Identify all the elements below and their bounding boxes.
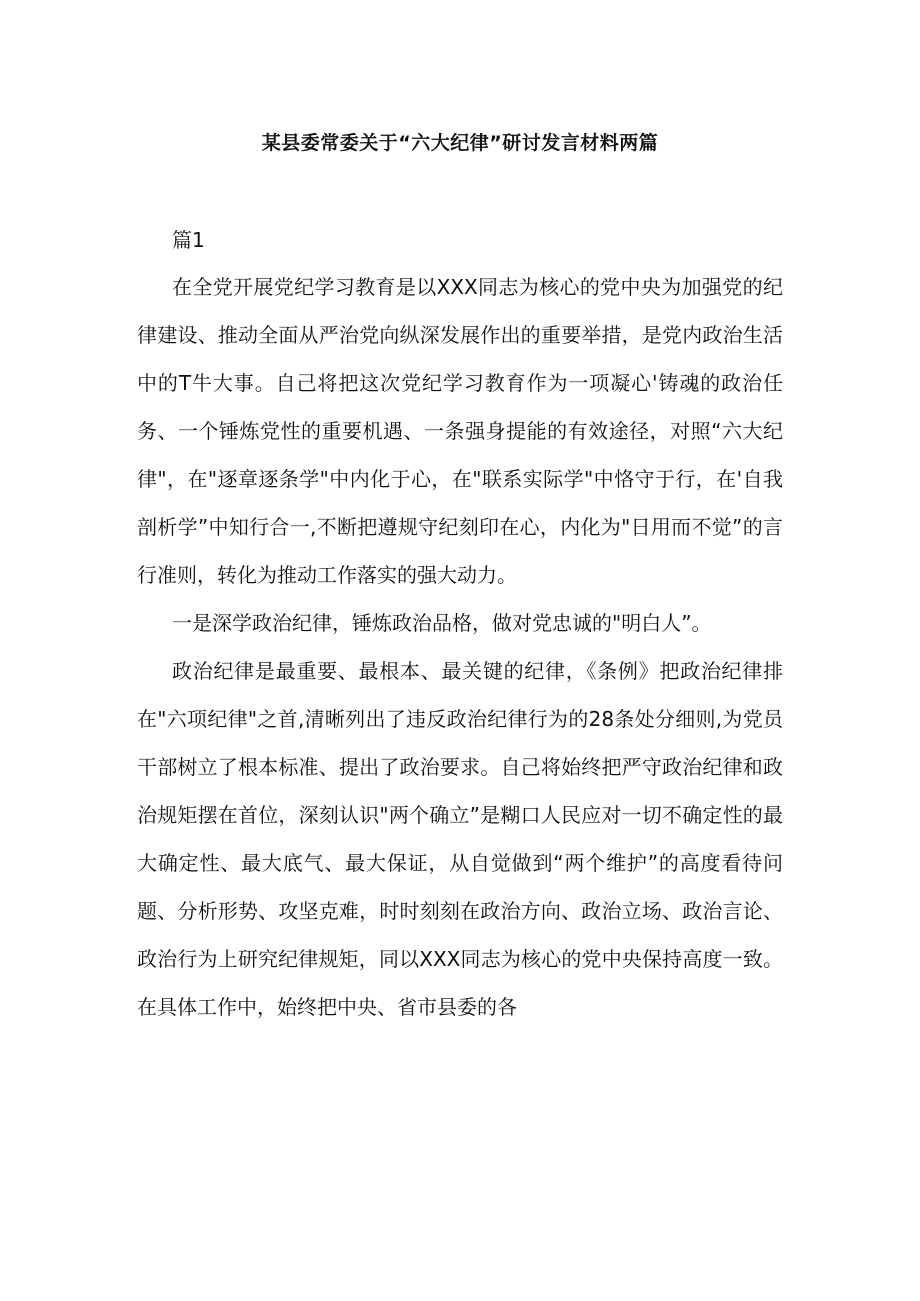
paragraph: 在全党开展党纪学习教育是以XXX同志为核心的党中央为加强党的纪律建设、推动全面从严治党向纵深发展作出的重要举措，是党内政治生活中的T牛大事。自己将把这次党纪学习教育作为一项凝心'铸魂的政治任务、一个锤炼党性的重要机遇、一条强身提能的有效途径，对照“六大纪律"，在"逐章逐条学"中内化于心，在"联系实际学"中恪守于行，在'自我剖析学”中知行合一,不断把遵规守纪刻印在心，内化为"日用而不觉”的言行准则，转化为推动工作落实的强大动力。 xyxy=(137,275,783,587)
paragraph: 一是深学政治纪律，锤炼政治品格，做对党忠诚的"明白人”。 xyxy=(172,611,712,635)
section-label: 篇1 xyxy=(172,228,205,252)
document-body xyxy=(137,263,783,1031)
document-title: 某县委常委关于“六大纪律”研讨发言材料两篇 xyxy=(261,132,659,154)
paragraph: 政治纪律是最重要、最根本、最关键的纪律，《条例》把政治纪律排在"六项纪律"之首,清晰列出了违反政治纪律行为的28条处分细则,为党员干部树立了根本标准、提出了政治要求。自己将始终把严守政治纪律和政治规矩摆在首位，深刻认识"两个确立”是糊口人民应对一切不确定性的最大确定性、最大底气、最大保证，从自觉做到“两个维护”的高度看待问题、分析形势、攻坚克难，时时刻刻在政治方向、政治立场、政治言论、政治行为上研究纪律规矩，同以XXX同志为核心的党中央保持高度一致。在具体工作中，始终把中央、省市县委的各 xyxy=(137,659,783,1019)
